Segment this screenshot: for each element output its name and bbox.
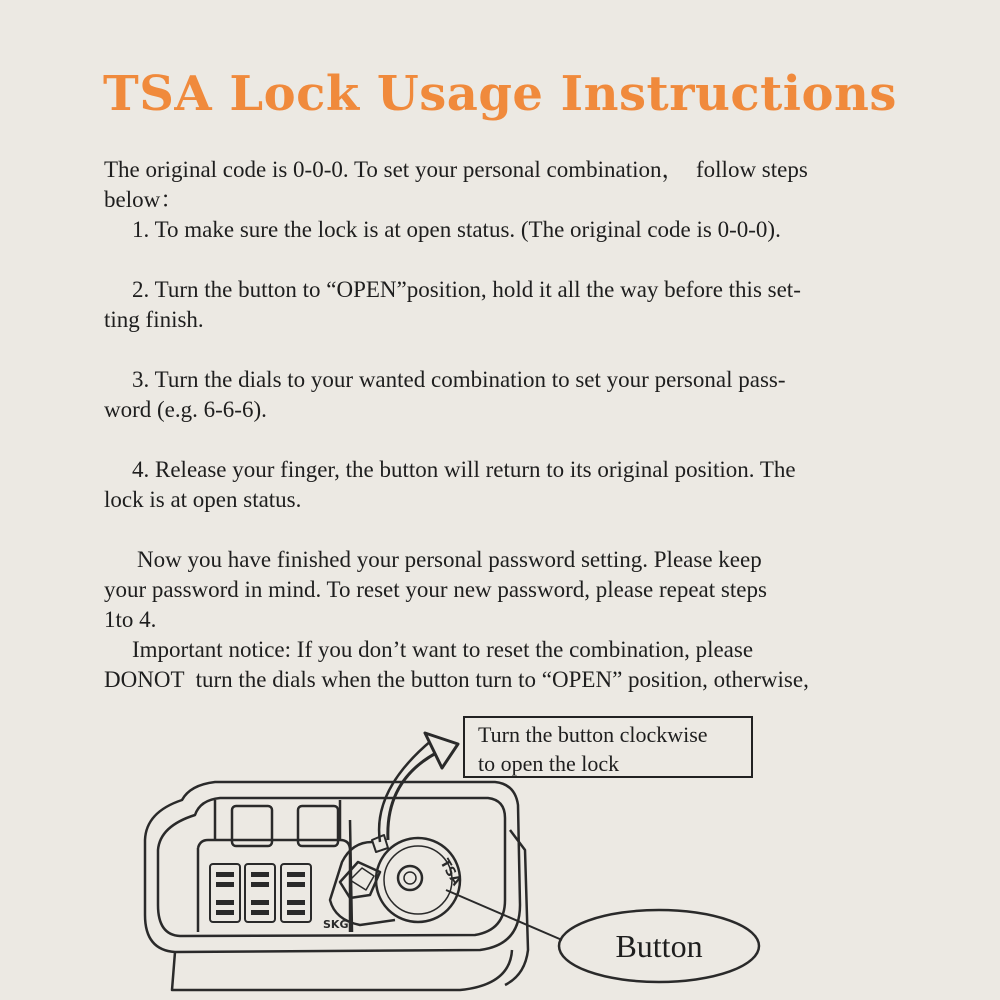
step-3-line-1: 3. Turn the dials to your wanted combination to set your personal pass- <box>132 367 786 392</box>
clockwise-arrow <box>388 752 438 840</box>
step-4-line-1: 4. Release your finger, the button will return to its original position. The <box>132 457 796 482</box>
notice-line-2: DONOT turn the dials when the button turn to “OPEN” position, otherwise, <box>104 667 809 692</box>
step-3-line-2: word (e.g. 6-6-6). <box>104 397 267 422</box>
button-center <box>398 866 422 890</box>
notice-line-1: Important notice: If you don’t want to reset the combination, please <box>132 637 754 662</box>
finish-line-1: Now you have finished your personal password setting. Please keep <box>137 547 762 572</box>
button-label: Button <box>615 927 703 964</box>
finish-line-2: your password in mind. To reset your new password, please repeat steps <box>104 577 767 602</box>
lock-mark: SKG <box>323 918 349 931</box>
key-diamond-icon <box>340 862 380 898</box>
dial-mark: TSA <box>436 856 464 889</box>
step-2-line-1: 2. Turn the button to “OPEN”position, hold it all the way before this set- <box>132 277 801 302</box>
finish-line-3: 1to 4. <box>104 607 157 632</box>
callout-line-2: to open the lock <box>478 751 620 776</box>
step-2-line-2: ting finish. <box>104 307 204 332</box>
callout-line-1: Turn the button clockwise <box>478 722 708 747</box>
lock-base <box>172 950 512 990</box>
step-4-line-2: lock is at open status. <box>104 487 302 512</box>
page-title: TSA Lock Usage Instructions <box>103 66 897 122</box>
intro-line-2: below： <box>104 187 184 212</box>
callout-box <box>463 716 753 778</box>
step-1-line-1: 1. To make sure the lock is at open status. (The original code is 0-0-0). <box>132 217 781 242</box>
intro-line-1: The original code is 0-0-0. To set your personal combination， follow steps <box>104 157 808 182</box>
